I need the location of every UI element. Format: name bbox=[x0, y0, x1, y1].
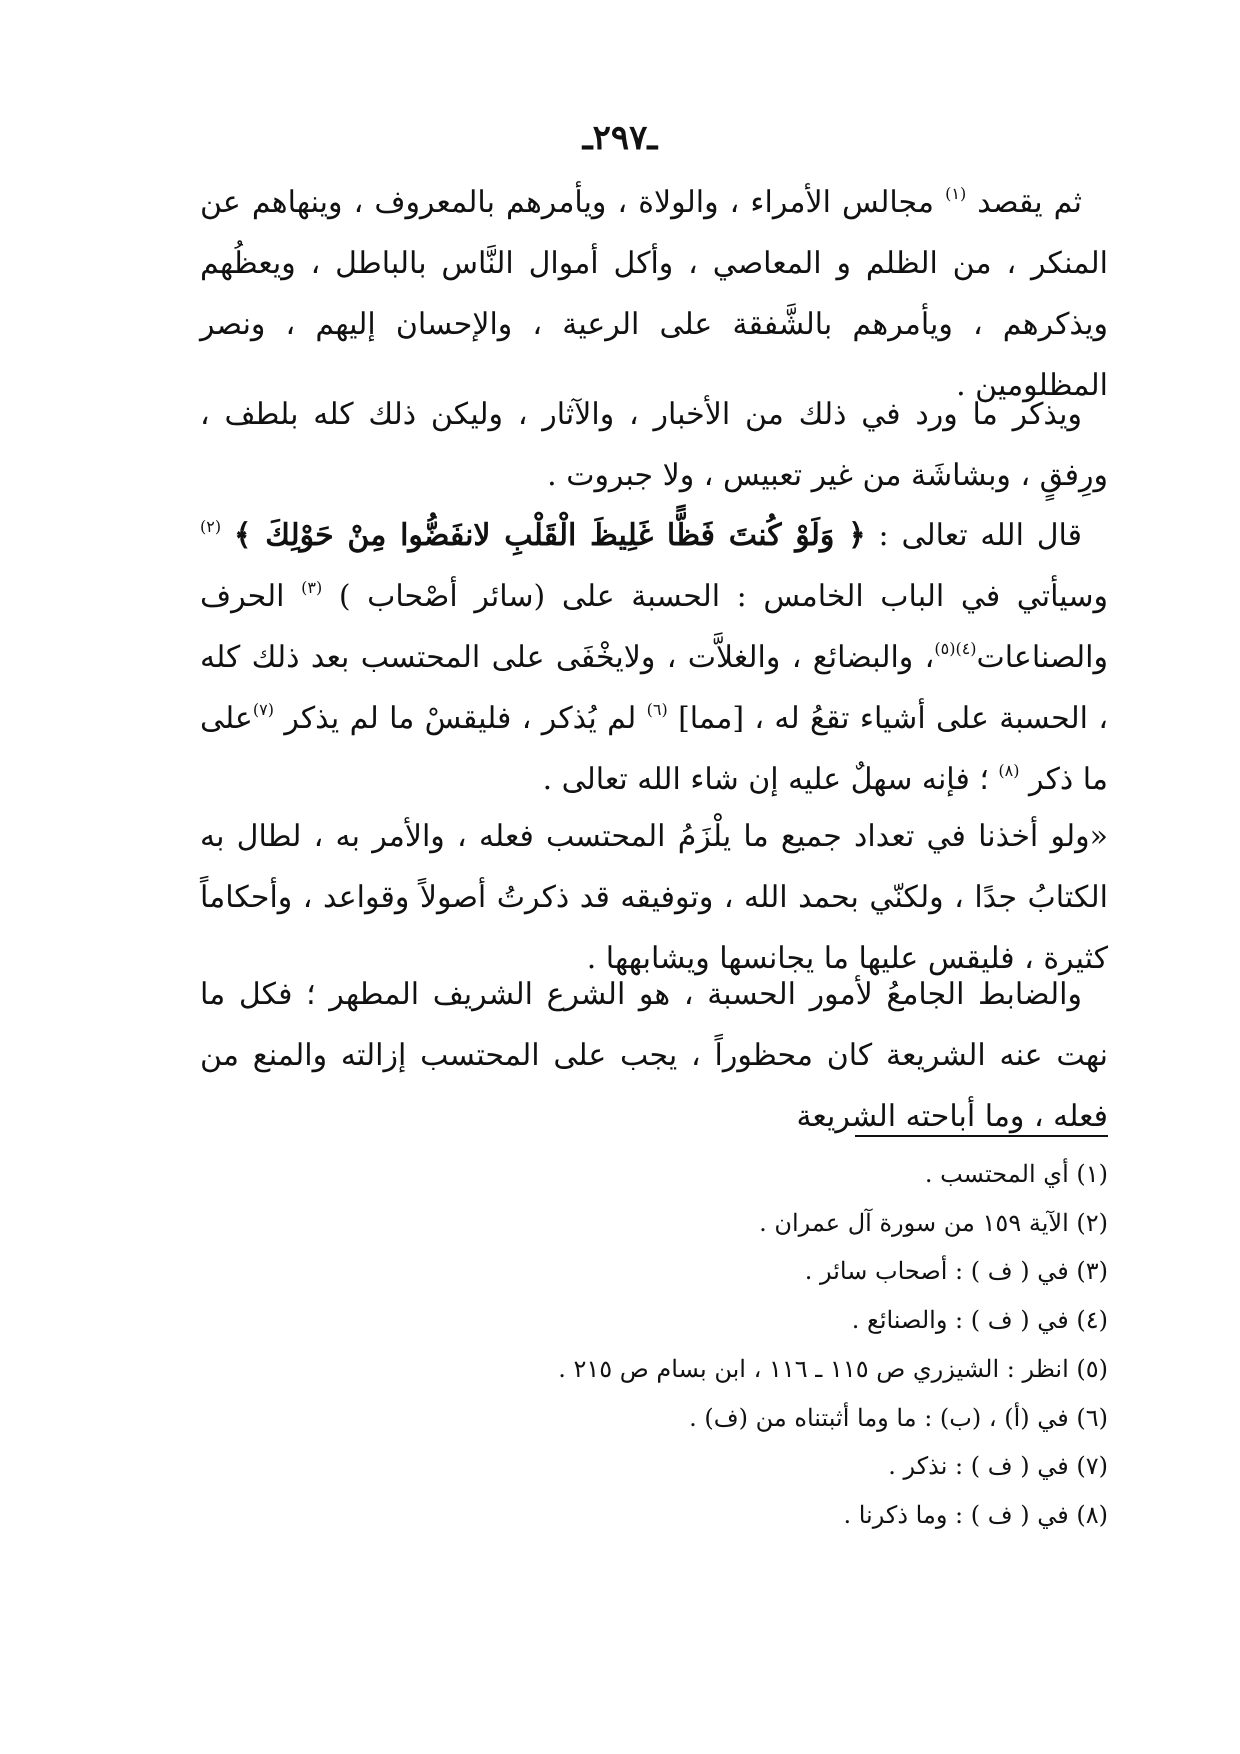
footnote-1: (١) أي المحتسب . bbox=[924, 1160, 1108, 1188]
paragraph-3 bbox=[200, 505, 1108, 810]
footnote-2: (٢) الآية ١٥٩ من سورة آل عمران . bbox=[759, 1208, 1108, 1237]
paragraph-1-text-b: مجالس الأمراء ، والولاة ، ويأمرهم بالمعروف ، وينهاهم عن المنكر ، من الظلم و المعاصي ، وأكل أموال النَّاس بالباطل ، ويعظُهم ويذكرهم ، ويأمرهم بالشَّفقة على الرعية ، والإحسان إليهم ، ونصر المظلومين . bbox=[200, 185, 1108, 403]
paragraph-2 bbox=[200, 384, 1108, 506]
paragraph-3-text-b: وسيأتي في الباب الخامس : الحسبة على (سائر أصْحاب ) bbox=[338, 579, 1108, 614]
paragraph-2-text: ويذكر ما ورد في ذلك من الأخبار ، والآثار ، وليكن ذلك كله بلطف ، ورِفقٍ ، وبشاشَة من غير تعبيس ، ولا جبروت . bbox=[200, 397, 1108, 493]
paragraph-4-text: «ولو أخذنا في تعداد جميع ما يلْزَمُ المحتسب فعله ، والأمر به ، لطال به الكتابُ جدًا ، ولكنّي بحمد الله ، وتوفيقه قد ذكرتُ أصولاً وقواعد ، وأحكاماً كثيرة ، فليقس عليها ما يجانسها ويشابهها . bbox=[200, 819, 1109, 976]
paragraph-5 bbox=[200, 964, 1108, 1147]
footnote-ref-3: (٣) bbox=[301, 578, 323, 597]
quran-verse: ﴿ وَلَوْ كُنتَ فَظًّا غَلِيظَ الْقَلْبِ لانفَضُّوا مِنْ حَوْلِكَ ﴾ bbox=[233, 518, 866, 553]
paragraph-4 bbox=[200, 806, 1108, 989]
footnote-ref-7: (٧) bbox=[252, 700, 274, 719]
paragraph-3-text-e: لم يُذكر ، فليقسْ ما لم يذكر bbox=[284, 701, 637, 736]
footnote-8: (٨) في ( ف ) : وما ذكرنا . bbox=[843, 1500, 1108, 1529]
paragraph-1-text-a: ثم يقصد bbox=[977, 185, 1082, 220]
footnote-3: (٣) في ( ف ) : أصحاب سائر . bbox=[804, 1257, 1108, 1286]
page-number: ـ٢٩٧ـ bbox=[582, 118, 658, 158]
paragraph-1 bbox=[200, 172, 1108, 416]
footnote-6: (٦) في (أ) ، (ب) : ما وما أثبتناه من (ف) . bbox=[689, 1403, 1108, 1432]
footnote-5: (٥) انظر : الشيزري ص ١١٥ ـ ١١٦ ، ابن بسام ص ٢١٥ . bbox=[558, 1354, 1108, 1383]
footnote-ref-6: (٦) bbox=[646, 700, 668, 719]
footnote-7: (٧) في ( ف ) : نذكر . bbox=[888, 1452, 1108, 1481]
paragraph-3-text-g: ؛ فإنه سهلٌ عليه إن شاء الله تعالى . bbox=[542, 762, 989, 797]
footnote-ref-8: (٨) bbox=[998, 761, 1020, 780]
paragraph-3-text-a: قال الله تعالى : bbox=[878, 518, 1082, 553]
paragraph-3-text-d: ، والبضائع ، والغلاَّت ، ولايخْفَى على المحتسب بعد ذلك كله ، الحسبة على أشياء تقعُ له ، [مما] bbox=[200, 640, 1108, 736]
footnote-ref-2: (٢) bbox=[200, 517, 222, 536]
paragraph-3-text-c: الحرف والصناعات bbox=[200, 579, 1108, 675]
paragraph-3-text-f: على ما ذكر bbox=[200, 701, 1108, 797]
footnote-separator bbox=[855, 1135, 1108, 1137]
footnote-4: (٤) في ( ف ) : والصنائع . bbox=[851, 1306, 1108, 1335]
footnote-ref-4-5: (٤)(٥) bbox=[934, 639, 977, 658]
footnotes-list bbox=[200, 1150, 1108, 1540]
paragraph-5-text: والضابط الجامعُ لأمور الحسبة ، هو الشرع الشريف المطهر ؛ فكل ما نهت عنه الشريعة كان محظوراً ، يجب على المحتسب إزالته والمنع من فعله ، وما أباحته الشريعة bbox=[200, 977, 1108, 1134]
footnote-ref-1: (١) bbox=[945, 184, 967, 203]
